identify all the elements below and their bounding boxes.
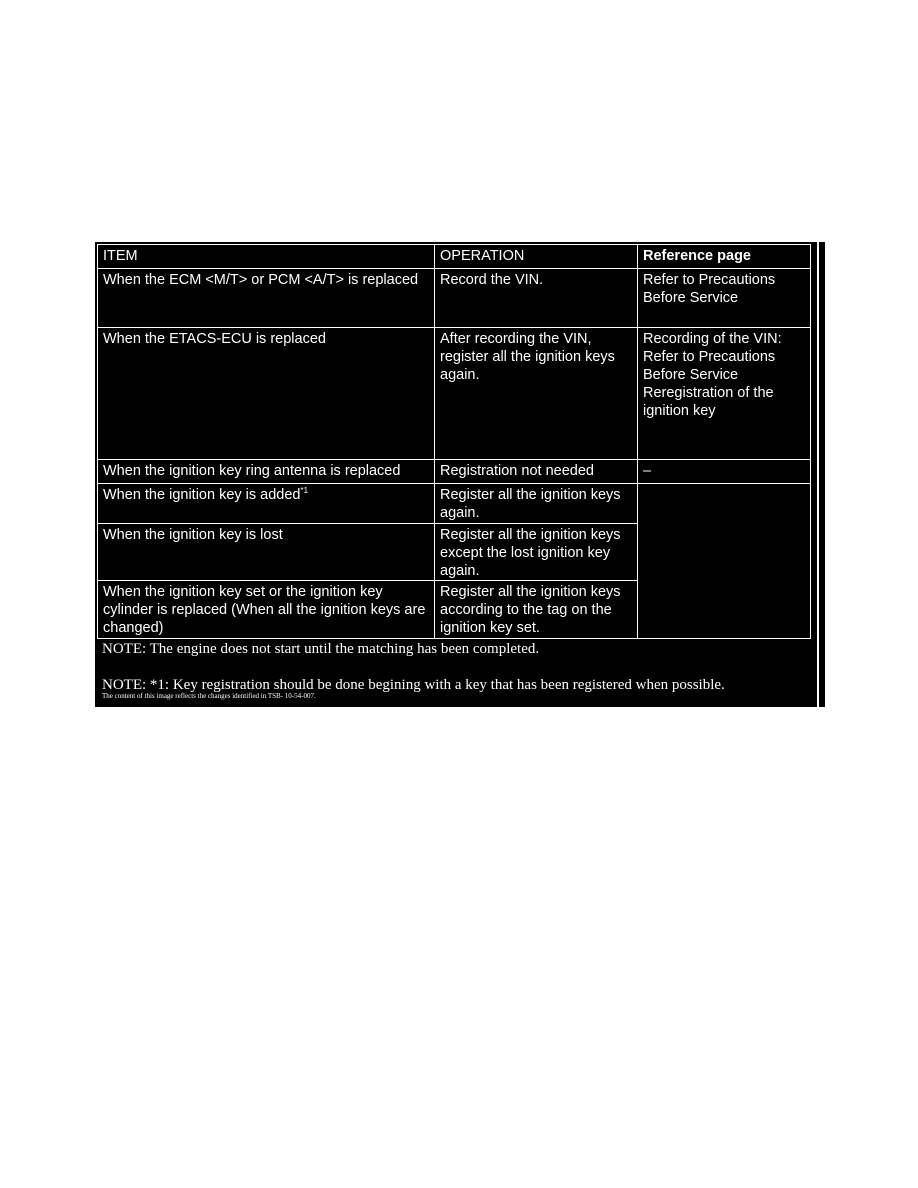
row4-item-superscript: *1 <box>300 486 309 495</box>
row5-item: When the ignition key is lost <box>97 523 435 581</box>
row3-operation: Registration not needed <box>434 459 638 484</box>
row3-reference: – <box>637 459 811 484</box>
row4-item <box>97 483 435 524</box>
row2-operation: After recording the VIN, register all the ignition keys again. <box>434 327 638 460</box>
rows4-6-reference <box>637 483 811 639</box>
row1-operation: Record the VIN. <box>434 268 638 328</box>
row6-item: When the ignition key set or the ignition key cylinder is replaced (When all the ignition keys are changed) <box>97 580 435 639</box>
row1-item: When the ECM <M/T> or PCM <A/T> is replaced <box>97 268 435 328</box>
row2-reference-line3: Before Service <box>643 367 739 383</box>
note-engine-start: NOTE: The engine does not start until the matching has been completed. <box>102 641 540 657</box>
row4-operation: Register all the ignition keys again. <box>434 483 638 524</box>
row1-reference <box>637 268 811 328</box>
row1-reference-line1: Refer to Precautions <box>643 272 776 288</box>
row1-reference-line2: Before Service <box>643 290 739 306</box>
header-operation: OPERATION <box>434 244 638 269</box>
row2-reference-line1: Recording of the VIN: <box>643 331 782 347</box>
row2-reference <box>637 327 811 460</box>
note-key-registration: NOTE: *1: Key registration should be done begining with a key that has been registered when possible. <box>102 677 725 693</box>
header-reference: Reference page <box>637 244 811 269</box>
row2-item: When the ETACS-ECU is replaced <box>97 327 435 460</box>
right-edge-bar <box>817 242 825 707</box>
row2-reference-line2: Refer to Precautions <box>643 349 776 365</box>
row4-item-text: When the ignition key is added <box>103 487 301 503</box>
row2-reference-line4: Reregistration of the <box>643 385 774 401</box>
tsb-note: The content of this image reflects the changes identified in TSB- 10-54-007. <box>102 692 316 700</box>
row2-reference-line5: ignition key <box>643 403 716 419</box>
header-item: ITEM <box>97 244 435 269</box>
row5-operation: Register all the ignition keys except the lost ignition key again. <box>434 523 638 581</box>
row6-operation: Register all the ignition keys according to the tag on the ignition key set. <box>434 580 638 639</box>
row3-item: When the ignition key ring antenna is replaced <box>97 459 435 484</box>
